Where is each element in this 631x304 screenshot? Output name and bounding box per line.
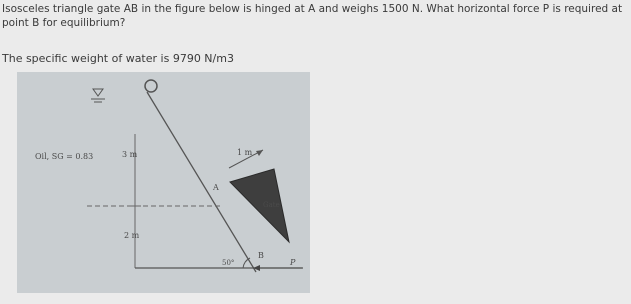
depth-water-label: 2 m xyxy=(124,231,140,240)
gate-label: Gate xyxy=(263,201,280,209)
force-p-label: P xyxy=(290,258,296,267)
gate-triangle xyxy=(230,169,289,242)
depth-oil-label: 3 m xyxy=(122,150,138,159)
figure-diagram xyxy=(17,72,310,293)
hinge-icon xyxy=(145,80,157,92)
angle-label: 50° xyxy=(222,259,235,267)
specific-weight-text: The specific weight of water is 9790 N/m3 xyxy=(2,52,234,65)
force-arrow-icon xyxy=(253,265,260,271)
oil-label: Oil, SG = 0.83 xyxy=(35,152,94,161)
point-a-label: A xyxy=(213,183,219,192)
point-b-label: B xyxy=(258,251,264,260)
free-surface-icon xyxy=(91,89,105,102)
width-label: 1 m xyxy=(237,148,253,157)
question-text: Isosceles triangle gate AB in the figure below is hinged at A and weighs 1500 N. What horizontal force P is required at point B for equilibrium? xyxy=(2,3,623,29)
problem-figure xyxy=(17,72,310,293)
